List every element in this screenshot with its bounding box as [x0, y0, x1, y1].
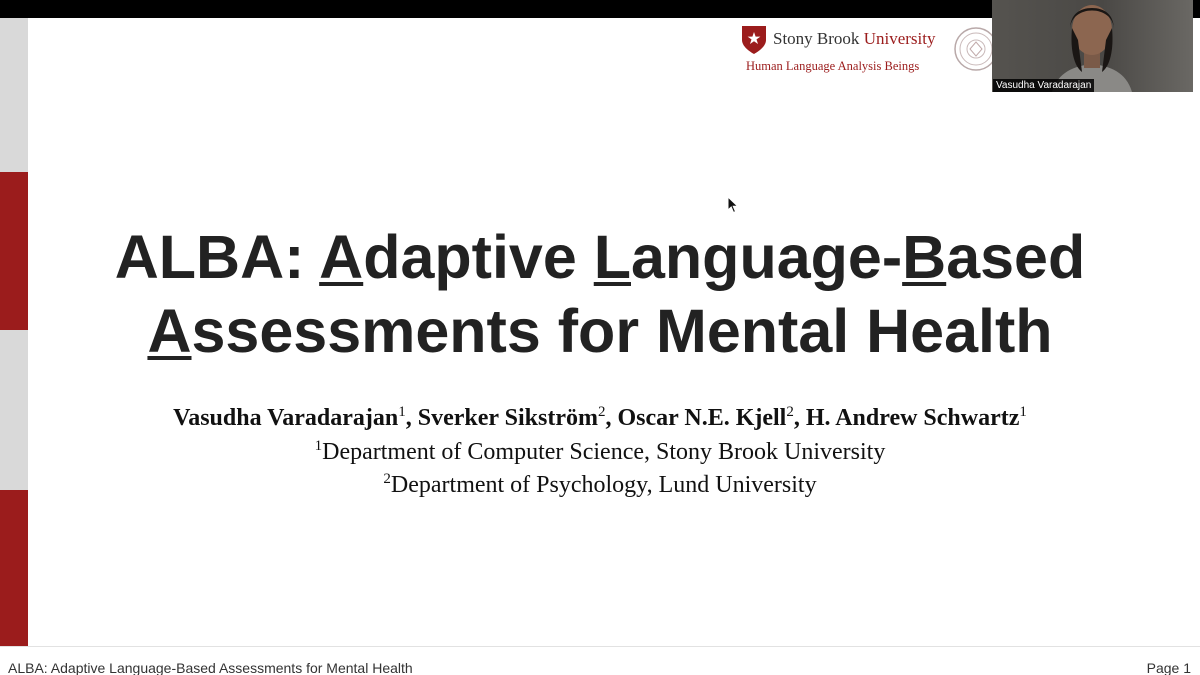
- affiliation-2: $^2$Department of Psychology, Lund University: [383, 471, 817, 498]
- slide-title: [0, 220, 1200, 368]
- title-line-1: ALBA: Adaptive Language-Based: [114, 223, 1086, 291]
- title-line-2: Assessments for Mental Health: [147, 297, 1053, 365]
- lab-name: Human Language Analysis Beings: [746, 59, 920, 73]
- page-number: Page 1: [1146, 660, 1191, 675]
- mouse-pointer-icon: [727, 196, 739, 214]
- university-name: Stony Brook University: [773, 29, 936, 48]
- footer-title: ALBA: Adaptive Language-Based Assessments for Mental Health: [8, 660, 413, 675]
- author: H. Andrew Schwartz$^1$: [805, 404, 1027, 431]
- strip-segment-red: [0, 490, 28, 646]
- participant-name-label: Vasudha Varadarajan: [993, 79, 1094, 92]
- strip-segment-gray: [0, 18, 28, 172]
- webcam-tile[interactable]: [992, 0, 1193, 92]
- affiliation-1: $^1$Department of Computer Science, Stony Brook University: [314, 438, 886, 465]
- author: Vasudha Varadarajan$^1$,: [173, 404, 418, 431]
- slide-footer: [0, 646, 1200, 675]
- author-list: [0, 404, 1200, 432]
- author: Oscar N.E. Kjell$^2$,: [617, 404, 806, 431]
- stony-brook-logo: [740, 22, 940, 78]
- shield-icon: [740, 24, 768, 56]
- author: Sverker Sikström$^2$,: [417, 404, 618, 431]
